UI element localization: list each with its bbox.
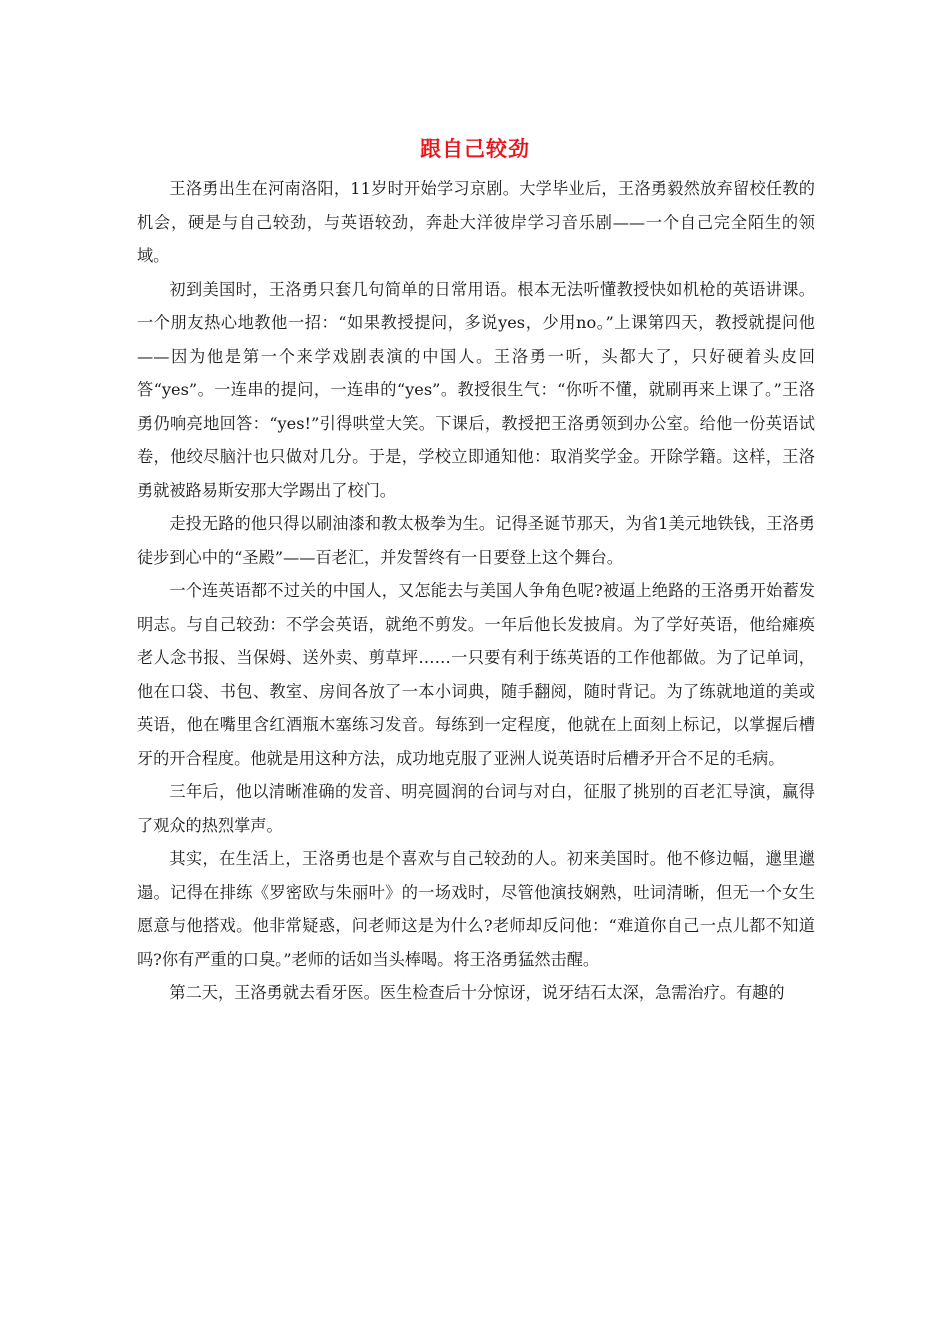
document-body: [137, 172, 815, 1010]
paragraph: 初到美国时，王洛勇只套几句简单的日常用语。根本无法听懂教授快如机枪的英语讲课。一个朋友热心地教他一招：“如果教授提问，多说yes，少用no。”上课第四天，教授就提问他——因为他是第一个来学戏剧表演的中国人。王洛勇一听，头都大了，只好硬着头皮回答“yes”。一连串的提问，一连串的“yes”。教授很生气：“你听不懂，就刷再来上课了。”王洛勇仍响亮地回答：“yes!”引得哄堂大笑。下课后，教授把王洛勇领到办公室。给他一份英语试卷，他绞尽脑汁也只做对几分。于是，学校立即通知他：取消奖学金。开除学籍。这样，王洛勇就被路易斯安那大学踢出了校门。: [137, 279, 815, 500]
paragraph: 其实，在生活上，王洛勇也是个喜欢与自己较劲的人。初来美国时。他不修边幅，邋里邋遢。记得在排练《罗密欧与朱丽叶》的一场戏时，尽管他演技娴熟，吐词清晰，但无一个女生愿意与他搭戏。他非常疑惑，问老师这是为什么?老师却反问他：“难道你自己一点儿都不知道吗?你有严重的口臭。”老师的话如当头棒喝。将王洛勇猛然击醒。: [137, 849, 815, 969]
document-title: 跟自己较劲: [420, 137, 530, 162]
paragraph: 第二天，王洛勇就去看牙医。医生检查后十分惊讶，说牙结石太深，急需治疗。有趣的: [169, 983, 785, 1002]
paragraph: 走投无路的他只得以刷油漆和教太极拳为生。记得圣诞节那天，为省1美元地铁钱，王洛勇徒步到心中的“圣殿”——百老汇，并发誓终有一日要登上这个舞台。: [137, 514, 815, 567]
paragraph: 一个连英语都不过关的中国人，又怎能去与美国人争角色呢?被逼上绝路的王洛勇开始蓄发明志。与自己较劲：不学会英语，就绝不剪发。一年后他长发披肩。为了学好英语，他给瘫痪老人念书报、当保姆、送外卖、剪草坪……一只要有利于练英语的工作他都做。为了记单词，他在口袋、书包、教室、房间各放了一本小词典，随手翻阅，随时背记。为了练就地道的美或英语，他在嘴里含红酒瓶木塞练习发音。每练到一定程度，他就在上面刻上标记，以掌握后槽牙的开合程度。他就是用这种方法，成功地克服了亚洲人说英语时后槽矛开合不足的毛病。: [137, 581, 815, 768]
paragraph: 三年后，他以清晰准确的发音、明亮圆润的台词与对白，征服了挑别的百老汇导演，赢得了观众的热烈掌声。: [137, 782, 815, 835]
paragraph: 王洛勇出生在河南洛阳，11岁时开始学习京剧。大学毕业后，王洛勇毅然放弃留校任教的机会，硬是与自己较劲，与英语较劲，奔赴大洋彼岸学习音乐剧——一个自己完全陌生的领域。: [137, 179, 815, 265]
